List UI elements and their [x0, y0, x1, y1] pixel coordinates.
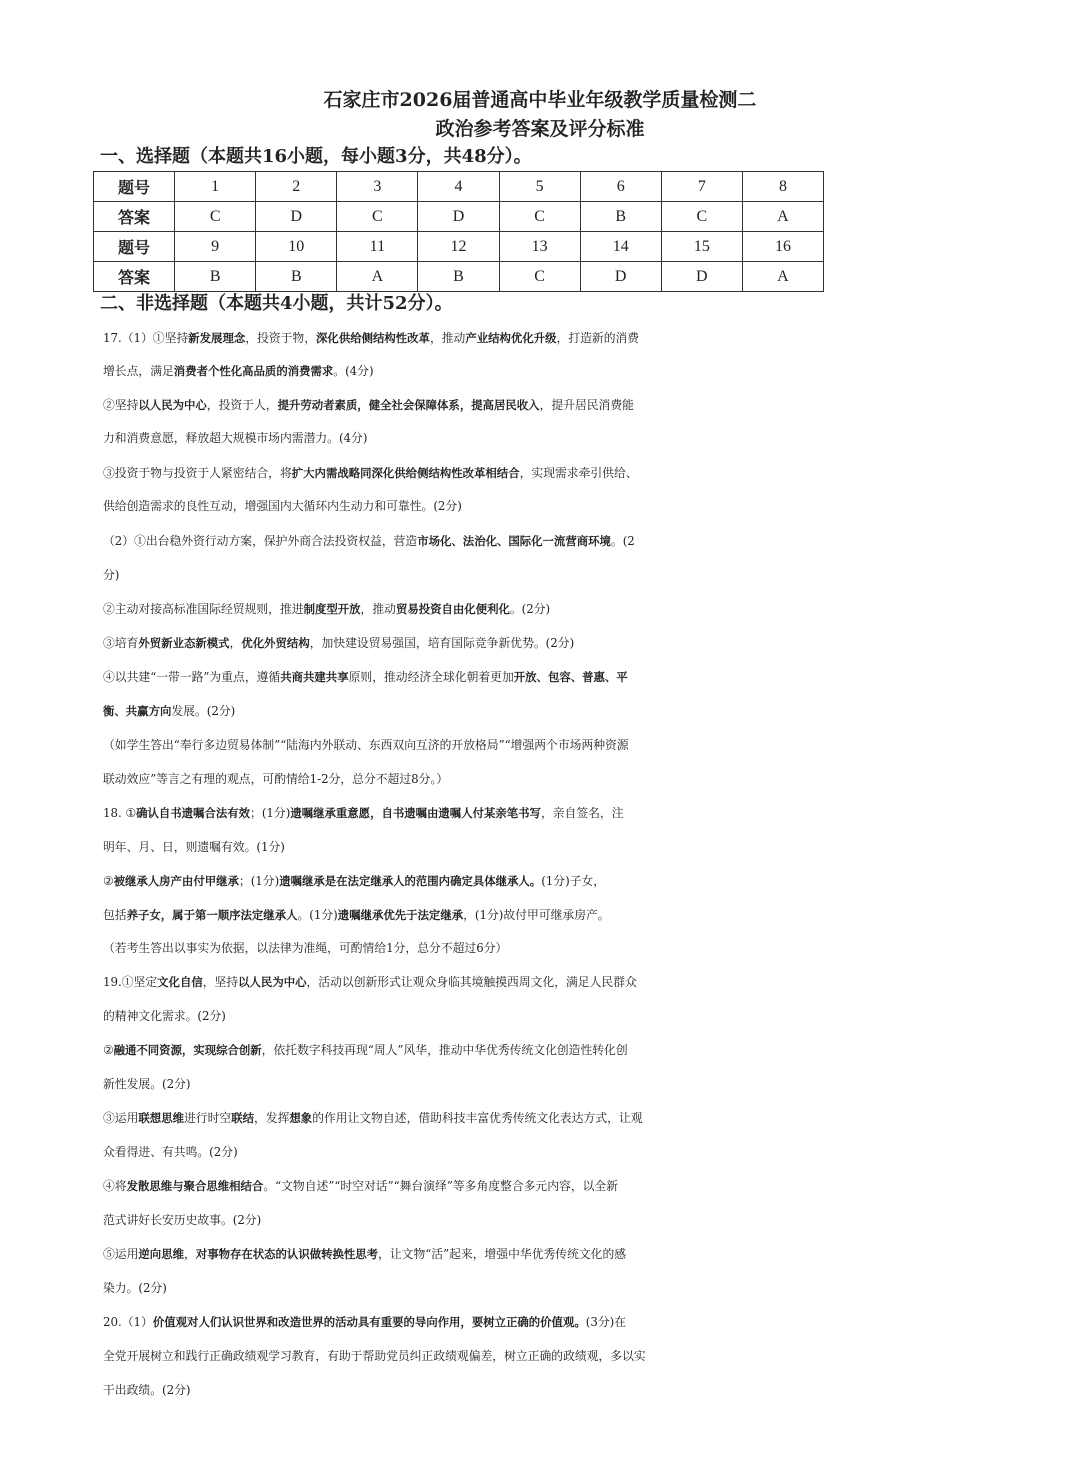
- text-span: ②: [103, 1043, 114, 1057]
- emphasis-text: 想象: [289, 1111, 313, 1125]
- text-span: 众看得进、有共鸣。(2分): [103, 1145, 238, 1159]
- table-cell: 13: [499, 232, 580, 262]
- table-row: [94, 232, 824, 262]
- text-line: [103, 666, 983, 688]
- emphasis-text: 贸易投资自由化便利化: [395, 602, 510, 616]
- text-span: ③运用: [103, 1111, 139, 1125]
- table-cell: D: [256, 202, 337, 232]
- text-line: [103, 462, 983, 484]
- table-cell: 6: [580, 172, 661, 202]
- emphasis-text: 确认自书遗嘱合法有效: [136, 806, 251, 820]
- table-cell: 1: [175, 172, 256, 202]
- text-span: ，推动: [360, 602, 396, 616]
- emphasis-text: 遗嘱继承是在法定继承人的范围内确定具体继承人。: [279, 874, 542, 888]
- text-line: [103, 394, 983, 416]
- text-line: [103, 632, 983, 654]
- text-span: 原则，推动经济全球化朝着更加: [348, 670, 514, 684]
- table-cell: 11: [337, 232, 418, 262]
- table-cell: A: [742, 262, 823, 292]
- emphasis-text: 外贸新业态新模式: [138, 636, 230, 650]
- table-cell: 5: [499, 172, 580, 202]
- emphasis-text: 制度型开放: [303, 602, 361, 616]
- text-line: [103, 495, 983, 517]
- emphasis-text: 被继承人房产由付甲继承: [113, 874, 239, 888]
- text-span: ②: [103, 874, 114, 888]
- text-span: 力和消费意愿，释放超大规模市场内需潜力。(4分): [103, 431, 368, 445]
- emphasis-text: 价值观对人们认识世界和改造世界的活动具有重要的导向作用，要树立正确的价值观。: [152, 1315, 586, 1329]
- emphasis-text: 共商共建共享: [280, 670, 349, 684]
- text-span: 。“文物自述”“时空对话”“舞台演绎”等多角度整合多元内容，以全新: [263, 1179, 619, 1193]
- emphasis-text: 发散思维与聚合思维相结合: [126, 1179, 264, 1193]
- text-span: 20.（1）: [103, 1315, 153, 1329]
- text-span: ④以共建“一带一路”为重点，遵循: [103, 670, 281, 684]
- text-span: ，活动以创新形式让观众身临其境触摸西周文化，满足人民群众: [306, 975, 637, 989]
- text-line: [103, 836, 983, 858]
- table-cell: B: [175, 262, 256, 292]
- text-line: [103, 598, 983, 620]
- table-cell: 12: [418, 232, 499, 262]
- table-cell: 答案: [94, 262, 175, 292]
- text-line: [103, 734, 983, 756]
- text-line: [103, 1209, 983, 1231]
- emphasis-text: 联想思维: [138, 1111, 184, 1125]
- emphasis-text: 养子女，属于第一顺序法定继承人: [126, 908, 298, 922]
- emphasis-text: 市场化、法治化、国际化一流营商环境: [417, 534, 611, 548]
- text-span: ，亲自签名，注: [540, 806, 624, 820]
- section-multiple-choice-heading: 一、选择题（本题共16小题，每小题3分，共48分）。: [100, 146, 532, 167]
- emphasis-text: 衡、共赢方向: [103, 704, 172, 718]
- text-span: (1分)子女，: [541, 874, 606, 888]
- text-span: 。(4分): [333, 364, 374, 378]
- text-span: 范式讲好长安历史故事。(2分): [103, 1213, 262, 1227]
- table-cell: 15: [661, 232, 742, 262]
- text-span: ③投资于物与投资于人紧密结合，将: [103, 466, 292, 480]
- emphasis-text: 遗嘱继承优先于法定继承: [337, 908, 464, 922]
- text-span: (3分)在: [585, 1315, 627, 1329]
- text-line: [103, 1107, 983, 1129]
- emphasis-text: 对事物存在状态的认识做转换性思考: [195, 1247, 379, 1261]
- text-span: 19.①坚定: [103, 975, 158, 989]
- text-line: [103, 1379, 983, 1401]
- document-subtitle: 政治参考答案及评分标准: [435, 118, 645, 140]
- table-cell: 8: [742, 172, 823, 202]
- text-span: ②坚持: [103, 398, 139, 412]
- text-line: [103, 1175, 983, 1197]
- text-span: ，让文物“活”起来，增强中华优秀传统文化的感: [378, 1247, 627, 1261]
- text-line: [103, 1243, 983, 1265]
- text-line: [103, 327, 983, 349]
- text-span: 进行时空: [183, 1111, 232, 1125]
- table-cell: 答案: [94, 202, 175, 232]
- text-span: 明年、月、日，则遗嘱有效。(1分): [103, 840, 285, 854]
- text-line: [103, 937, 983, 959]
- text-span: ②主动对接高标准国际经贸规则，推进: [103, 602, 304, 616]
- table-cell: A: [337, 262, 418, 292]
- text-span: 的作用让文物自述，借助科技丰富优秀传统文化表达方式，让观: [312, 1111, 643, 1125]
- text-span: ，投资于人，: [206, 398, 278, 412]
- emphasis-text: 产业结构优化升级: [465, 331, 557, 345]
- emphasis-text: 新发展理念: [188, 331, 246, 345]
- text-line: [103, 1039, 983, 1061]
- text-span: ，提升居民消费能: [539, 398, 634, 412]
- text-span: ，依托数字科技再现“周人”风华，推动中华优秀传统文化创造性转化创: [261, 1043, 628, 1057]
- emphasis-text: 以人民为中心: [138, 398, 207, 412]
- text-line: [103, 1277, 983, 1299]
- table-cell: 10: [256, 232, 337, 262]
- table-cell: 9: [175, 232, 256, 262]
- table-cell: B: [256, 262, 337, 292]
- text-span: 。(2: [610, 534, 635, 548]
- emphasis-text: 以人民为中心: [238, 975, 307, 989]
- text-span: ，推动: [429, 331, 466, 345]
- table-cell: 3: [337, 172, 418, 202]
- text-span: 新性发展。(2分): [103, 1077, 191, 1091]
- text-line: [103, 904, 983, 926]
- text-span: 染力。(2分): [103, 1281, 167, 1295]
- text-span: （如学生答出“奉行多边贸易体制”“陆海内外联动、东西双向互济的开放格局”“增强两个市场两种资源: [103, 738, 629, 752]
- text-line: [103, 530, 983, 552]
- table-cell: C: [499, 262, 580, 292]
- text-span: （若考生答出以事实为依据，以法律为准绳，可酌情给1分，总分不超过6分）: [103, 941, 508, 955]
- text-span: 增长点，满足: [103, 364, 174, 378]
- text-span: ，: [229, 636, 242, 650]
- emphasis-text: 提升劳动者素质，健全社会保障体系，提高居民收入: [277, 398, 540, 412]
- table-cell: 2: [256, 172, 337, 202]
- table-cell: D: [418, 202, 499, 232]
- table-cell: D: [661, 262, 742, 292]
- text-span: ，发挥: [253, 1111, 290, 1125]
- table-cell: C: [499, 202, 580, 232]
- text-span: 供给创造需求的良性互动，增强国内大循环内生动力和可靠性。(2分): [103, 499, 462, 513]
- text-line: [103, 971, 983, 993]
- text-span: 全党开展树立和践行正确政绩观学习教育，有助于帮助党员纠正政绩观偏差，树立正确的政绩观，多以实: [103, 1349, 646, 1363]
- text-span: ，坚持: [202, 975, 239, 989]
- text-span: ⑤运用: [103, 1247, 139, 1261]
- emphasis-text: 优化外贸结构: [241, 636, 310, 650]
- emphasis-text: 遗嘱继承重意愿，自书遗嘱由遗嘱人付某亲笔书写: [290, 806, 541, 820]
- text-line: [103, 1345, 983, 1367]
- emphasis-text: 开放、包容、普惠、平: [513, 670, 628, 684]
- table-cell: C: [661, 202, 742, 232]
- text-line: [103, 870, 983, 892]
- text-span: 分): [103, 568, 120, 582]
- emphasis-text: 逆向思维: [138, 1247, 184, 1261]
- text-span: ，: [183, 1247, 196, 1261]
- table-cell: B: [580, 202, 661, 232]
- table-cell: 14: [580, 232, 661, 262]
- table-cell: C: [175, 202, 256, 232]
- table-cell: 题号: [94, 172, 175, 202]
- text-span: （2）①出台稳外资行动方案，保护外商合法投资权益，营造: [103, 534, 418, 548]
- text-span: 联动效应”等言之有理的观点，可酌情给1-2分，总分不超过8分。）: [103, 772, 449, 786]
- text-span: ；(1分): [238, 874, 280, 888]
- document-title: 石家庄市2026届普通高中毕业年级教学质量检测二: [323, 89, 757, 111]
- table-cell: D: [580, 262, 661, 292]
- text-span: ，加快建设贸易强国，培育国际竞争新优势。(2分): [309, 636, 575, 650]
- text-line: [103, 360, 983, 382]
- section-non-choice-heading: 二、非选择题（本题共4小题，共计52分）。: [100, 293, 453, 314]
- table-cell: A: [742, 202, 823, 232]
- text-line: [103, 768, 983, 790]
- table-cell: B: [418, 262, 499, 292]
- text-span: ，(1分)故付甲可继承房产。: [463, 908, 610, 922]
- text-span: 包括: [103, 908, 127, 922]
- text-line: [103, 564, 983, 586]
- text-span: 。(2分): [509, 602, 551, 616]
- table-cell: 题号: [94, 232, 175, 262]
- table-row: [94, 172, 824, 202]
- text-span: ，打造新的消费: [556, 331, 640, 345]
- text-line: [103, 1311, 983, 1333]
- text-span: ③培育: [103, 636, 139, 650]
- text-line: [103, 1005, 983, 1027]
- text-line: [103, 1141, 983, 1163]
- table-cell: 7: [661, 172, 742, 202]
- text-line: [103, 802, 983, 824]
- emphasis-text: 联结: [231, 1111, 254, 1125]
- text-span: ，投资于物，: [245, 331, 317, 345]
- emphasis-text: 文化自信: [157, 975, 203, 989]
- table-cell: 16: [742, 232, 823, 262]
- text-span: 。(1分): [297, 908, 338, 922]
- text-span: 发展。(2分): [171, 704, 236, 718]
- text-span: 的精神文化需求。(2分): [103, 1009, 226, 1023]
- emphasis-text: 融通不同资源，实现综合创新: [113, 1043, 262, 1057]
- table-row: [94, 202, 824, 232]
- text-span: ；(1分): [250, 806, 291, 820]
- text-line: [103, 427, 983, 449]
- answer-table: [93, 171, 824, 292]
- text-span: ，实现需求牵引供给、: [519, 466, 638, 480]
- table-cell: C: [337, 202, 418, 232]
- text-span: 干出政绩。(2分): [103, 1383, 191, 1397]
- text-span: 17.（1）①坚持: [103, 331, 189, 345]
- text-line: [103, 700, 983, 722]
- text-span: 18. ①: [103, 806, 137, 820]
- table-row: [94, 262, 824, 292]
- emphasis-text: 消费者个性化高品质的消费需求: [173, 364, 334, 378]
- text-span: ④将: [103, 1179, 127, 1193]
- emphasis-text: 扩大内需战略同深化供给侧结构性改革相结合: [291, 466, 520, 480]
- table-cell: 4: [418, 172, 499, 202]
- text-line: [103, 1073, 983, 1095]
- emphasis-text: 深化供给侧结构性改革: [316, 331, 430, 345]
